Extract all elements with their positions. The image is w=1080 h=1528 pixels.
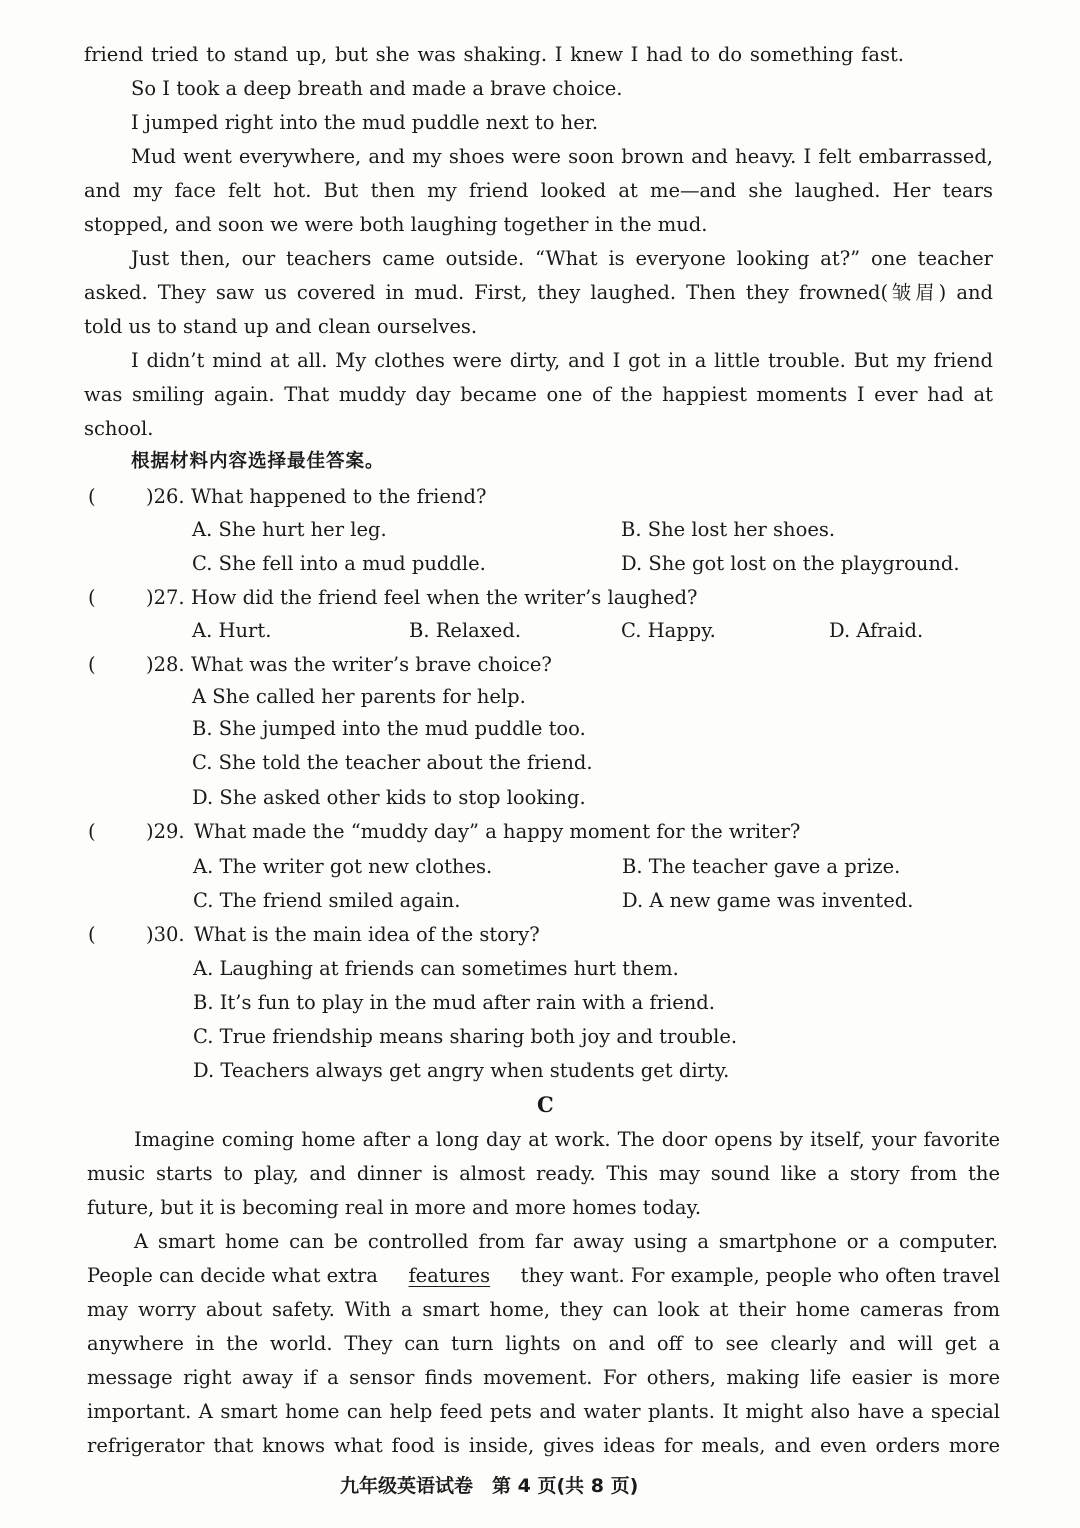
answer-bracket[interactable]: (: [88, 485, 96, 508]
option-d[interactable]: D. She got lost on the playground.: [621, 552, 960, 575]
passage-line: may worry about safety. With a smart home, they can look at their home cameras from: [87, 1298, 1000, 1321]
section-heading: C: [537, 1092, 554, 1117]
passage-line: important. A smart home can help feed pets and water plants. It might also have a special: [87, 1400, 1000, 1423]
question-stem: What was the writer’s brave choice?: [191, 653, 552, 676]
passage-line: and my face felt hot. But then my friend looked at me—and she laughed. Her tears: [84, 179, 993, 202]
question-stem: How did the friend feel when the writer’s laughed?: [191, 586, 698, 609]
question-number: )26.: [146, 485, 185, 508]
option-c[interactable]: C. She fell into a mud puddle.: [192, 552, 486, 575]
passage-line: So I took a deep breath and made a brave choice.: [131, 77, 623, 100]
question-number: )30.: [146, 923, 185, 946]
answer-bracket[interactable]: (: [88, 653, 96, 676]
option-d[interactable]: D. She asked other kids to stop looking.: [192, 786, 586, 809]
underlined-word: features: [408, 1264, 491, 1287]
passage-line: stopped, and soon we were both laughing together in the mud.: [84, 213, 708, 236]
option-a[interactable]: A. The writer got new clothes.: [193, 855, 493, 878]
option-a[interactable]: A. She hurt her leg.: [192, 518, 387, 541]
option-c[interactable]: C. True friendship means sharing both joy and trouble.: [193, 1025, 738, 1048]
passage-line: I didn’t mind at all. My clothes were dirty, and I got in a little trouble. But my friend: [131, 349, 993, 372]
answer-bracket[interactable]: (: [88, 820, 96, 843]
option-b[interactable]: B. She jumped into the mud puddle too.: [192, 717, 586, 740]
passage-line: Imagine coming home after a long day at work. The door opens by itself, your favorite: [134, 1128, 1000, 1151]
passage-line: I jumped right into the mud puddle next to her.: [131, 111, 599, 134]
option-a[interactable]: A. Laughing at friends can sometimes hurt them.: [193, 957, 679, 980]
option-b[interactable]: B. The teacher gave a prize.: [622, 855, 901, 878]
option-b[interactable]: B. It’s fun to play in the mud after rain with a friend.: [193, 991, 715, 1014]
option-b[interactable]: B. Relaxed.: [409, 619, 522, 642]
instruction-text: 根据材料内容选择最佳答案。: [131, 451, 385, 472]
passage-line: friend tried to stand up, but she was shaking. I knew I had to do something fast.: [84, 43, 904, 66]
passage-line: future, but it is becoming real in more and more homes today.: [87, 1196, 702, 1219]
passage-line-with-underline: [87, 1266, 1000, 1286]
option-a[interactable]: A. Hurt.: [192, 619, 272, 642]
passage-line: music starts to play, and dinner is almost ready. This may sound like a story from the: [87, 1162, 1000, 1185]
answer-bracket[interactable]: (: [88, 586, 96, 609]
option-d[interactable]: D. A new game was invented.: [622, 889, 914, 912]
passage-line: Mud went everywhere, and my shoes were soon brown and heavy. I felt embarrassed,: [131, 145, 993, 168]
passage-line: Just then, our teachers came outside. “What is everyone looking at?” one teacher: [131, 247, 993, 270]
question-stem: What happened to the friend?: [191, 485, 487, 508]
page-footer: 九年级英语试卷 第 4 页(共 8 页): [340, 1475, 639, 1497]
passage-text: they want. For example, people who often travel: [520, 1264, 1000, 1287]
passage-line: was smiling again. That muddy day became one of the happiest moments I ever had at: [84, 383, 993, 406]
question-number: )27.: [146, 586, 185, 609]
passage-text: People can decide what extra: [87, 1264, 378, 1287]
question-stem: What made the “muddy day” a happy moment for the writer?: [194, 820, 801, 843]
passage-line: A smart home can be controlled from far away using a smartphone or a computer.: [134, 1230, 998, 1253]
passage-line: message right away if a sensor finds movement. For others, making life easier is more: [87, 1366, 1000, 1389]
passage-line: anywhere in the world. They can turn lights on and off to see clearly and will get a: [87, 1332, 1000, 1355]
question-number: )29.: [146, 820, 185, 843]
passage-line: told us to stand up and clean ourselves.: [84, 315, 478, 338]
question-stem: What is the main idea of the story?: [194, 923, 540, 946]
passage-line: asked. They saw us covered in mud. First, they laughed. Then they frowned(皱眉) and: [84, 281, 993, 304]
option-b[interactable]: B. She lost her shoes.: [621, 518, 836, 541]
answer-bracket[interactable]: (: [88, 923, 96, 946]
option-d[interactable]: D. Afraid.: [829, 619, 924, 642]
option-a[interactable]: A She called her parents for help.: [192, 685, 526, 708]
option-c[interactable]: C. The friend smiled again.: [193, 889, 461, 912]
question-number: )28.: [146, 653, 185, 676]
passage-line: refrigerator that knows what food is inside, gives ideas for meals, and even orders more: [87, 1434, 1000, 1457]
option-d[interactable]: D. Teachers always get angry when students get dirty.: [193, 1059, 730, 1082]
option-c[interactable]: C. Happy.: [621, 619, 716, 642]
passage-line: school.: [84, 417, 154, 440]
option-c[interactable]: C. She told the teacher about the friend.: [192, 751, 593, 774]
